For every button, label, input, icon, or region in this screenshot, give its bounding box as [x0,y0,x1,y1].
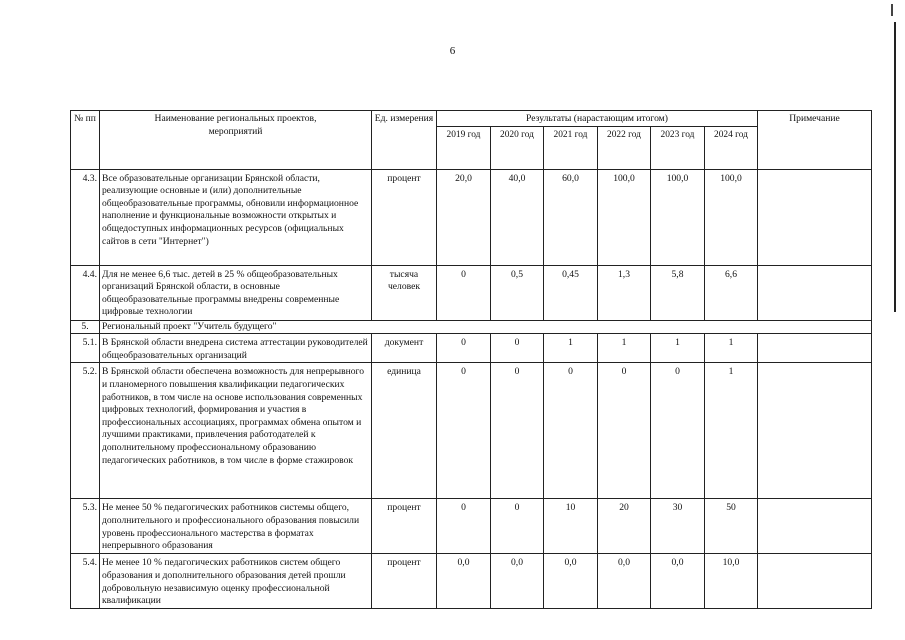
row-value: 20 [598,499,651,554]
row-value: 0 [437,363,491,499]
row-number: 5.1. [71,334,100,363]
row-unit: единица [372,363,437,499]
row-number: 4.3. [71,169,100,265]
table-row [71,554,872,609]
header-results: Результаты (нарастающим итогом) [437,111,758,127]
row-text: В Брянской области обеспечена возможность для непрерывного и планомерного повышения квалификации педагогических работников, в том числе на основе использования современных цифровых технологий, формирования и участия в профессиональных ассоциациях, программах обмена опытом и лучшими практиками, привлечения работодателей к дополнительному профессиональному образованию педагогических работников, в том числе в форме стажировок [100,363,372,499]
row-value: 10,0 [705,554,758,609]
table-row [71,363,872,499]
row-value: 1 [544,334,598,363]
row-note [758,554,872,609]
row-value: 20,0 [437,169,491,265]
scan-edge-mark [891,4,893,16]
row-value: 0 [491,363,544,499]
row-value: 0 [491,499,544,554]
row-text: Все образовательные организации Брянской области, реализующие основные и (или) дополнительные общеобразовательные программы, обновили информационное наполнение и функциональные возможности открытых и общедоступных информационных ресурсов (официальных сайтов в сети "Интернет") [100,169,372,265]
row-note [758,363,872,499]
row-value: 0,0 [651,554,705,609]
page-number: 6 [449,45,456,57]
header-year: 2020 год [491,126,544,169]
row-value: 0 [491,334,544,363]
row-value: 0 [651,363,705,499]
table-row [71,499,872,554]
row-unit: процент [372,554,437,609]
header-year: 2019 год [437,126,491,169]
row-text: Для не менее 6,6 тыс. детей в 25 % общеобразовательных организаций Брянской области, в основные общеобразовательные программы внедрены современные цифровые технологии [100,265,372,320]
row-note [758,334,872,363]
header-year: 2024 год [705,126,758,169]
row-value: 0 [437,499,491,554]
scan-edge-bar [894,22,896,312]
row-unit: процент [372,169,437,265]
row-value: 0 [437,334,491,363]
row-value: 60,0 [544,169,598,265]
row-unit: процент [372,499,437,554]
row-value: 0 [598,363,651,499]
section-row [71,320,872,334]
row-number: 4.4. [71,265,100,320]
row-value: 0 [437,265,491,320]
row-value: 6,6 [705,265,758,320]
row-value: 0,45 [544,265,598,320]
row-value: 30 [651,499,705,554]
row-number: 5.2. [71,363,100,499]
row-note [758,169,872,265]
row-text: В Брянской области внедрена система аттестации руководителей общеобразовательных организаций [100,334,372,363]
row-value: 100,0 [598,169,651,265]
table-row [71,169,872,265]
row-value: 0,0 [491,554,544,609]
row-unit: тысяча человек [372,265,437,320]
header-year: 2021 год [544,126,598,169]
row-text: Не менее 10 % педагогических работников систем общего образования и дополнительного образования детей прошли добровольную независимую оценку профессиональной квалификации [100,554,372,609]
row-value: 5,8 [651,265,705,320]
row-value: 1 [705,334,758,363]
row-value: 1 [598,334,651,363]
table-row [71,334,872,363]
header-year: 2022 год [598,126,651,169]
row-value: 10 [544,499,598,554]
row-value: 100,0 [651,169,705,265]
row-value: 1,3 [598,265,651,320]
row-note [758,499,872,554]
row-value: 1 [705,363,758,499]
row-value: 50 [705,499,758,554]
table-row [71,265,872,320]
section-number: 5. [71,320,100,334]
header-name: Наименование региональных проектов, мероприятий [100,111,372,170]
row-value: 1 [651,334,705,363]
section-title: Региональный проект "Учитель будущего" [100,320,872,334]
header-year: 2023 год [651,126,705,169]
row-value: 0 [544,363,598,499]
row-value: 0,5 [491,265,544,320]
row-number: 5.4. [71,554,100,609]
row-value: 0,0 [598,554,651,609]
row-number: 5.3. [71,499,100,554]
header-unit: Ед. измерения [372,111,437,170]
header-note: Примечание [758,111,872,170]
header-num: № пп [71,111,100,170]
row-value: 40,0 [491,169,544,265]
row-value: 0,0 [544,554,598,609]
results-table [70,110,872,609]
row-unit: документ [372,334,437,363]
row-note [758,265,872,320]
row-value: 100,0 [705,169,758,265]
row-text: Не менее 50 % педагогических работников системы общего, дополнительного и профессионального образования повысили уровень профессионального мастерства в форматах непрерывного образования [100,499,372,554]
row-value: 0,0 [437,554,491,609]
